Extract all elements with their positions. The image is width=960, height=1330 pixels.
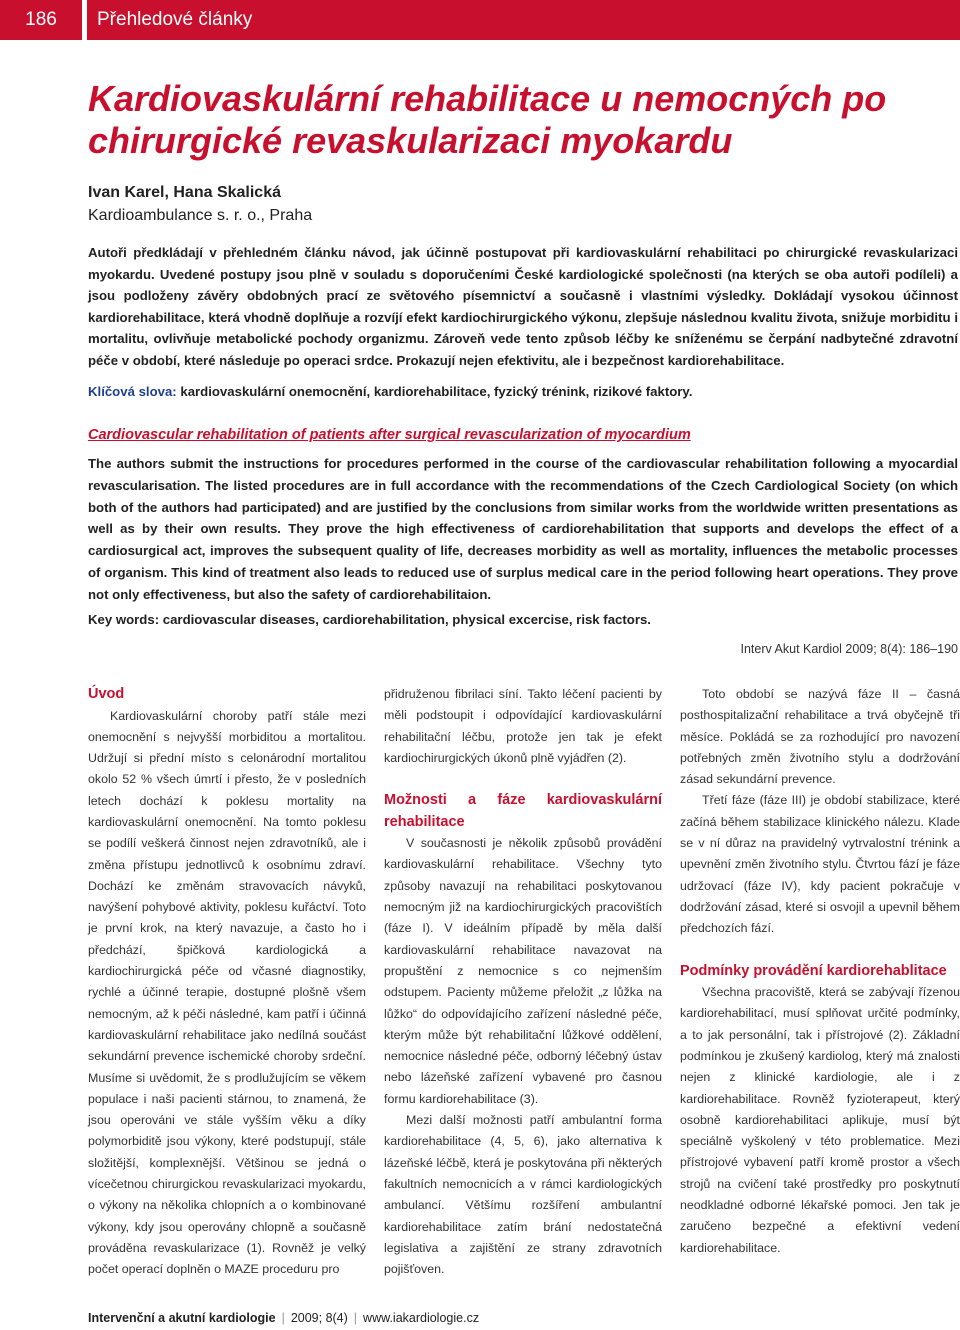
footer-issue: 2009; 8(4) xyxy=(290,1311,348,1325)
english-title: Cardiovascular rehabilitation of patients after surgical revascularization of myocardium xyxy=(88,427,691,443)
footer-separator: | xyxy=(281,1311,285,1325)
citation: Interv Akut Kardiol 2009; 8(4): 186–190 xyxy=(740,642,958,656)
affiliation: Kardioambulance s. r. o., Praha xyxy=(88,207,313,224)
section-heading-uvod: Úvod xyxy=(88,686,125,702)
paragraph: Všechna pracoviště, která se zabývají řízenou kardiorehabilitací, musí splňovat určité podmínky, a to jak personální, tak i přístrojové (2). Základní podmínkou je zkušený kardiolog, který má znalosti nejen z klinické kardiologie, ale i z kardiorehabilitace. Rovněž fyzioterapeut, který osobně kardiorehabilitaci aplikuje, musí být speciálně vyškolený v této problematice. Mezi přístrojové vybavení patří kromě prostor a všech strojů na cvičení také prostředky pro poskytnutí neodkladné odborné lékařské pomoci. Jen tak je zaručeno bezpečné a efektivní vedení kardiorehabilitace. xyxy=(680,985,960,1255)
paragraph: V současnosti je několik způsobů provádění kardiovaskulární rehabilitace. Všechny tyto způsoby navazují na rehabilitaci poskytovanou nemocným již na kardiochirurgických pracovištích (fáze I). V ideálním případě by měla další kardiovaskulární rehabilitace navazovat na propuštění z nemocnice s co nejmenším odstupem. Pacienty můžeme přeložit „z lůžka na lůžko“ do odpovídajícího zařízení následné péče, kterým může být rehabilitační lůžkové oddělení, nemocnice následné péče, odborný léčebný ústav nebo lázeňské zařízení vybavené pro časnou formu kardiorehabilitace (3). xyxy=(384,836,662,1106)
paragraph: Třetí fáze (fáze III) je období stabilizace, které začíná během stabilizace klinického nálezu. Klade se v ní důraz na pravidelný vytrvalostní trénink a upevnění změn životního stylu. Čtvrtou fází je fáze udržovací (fáze IV), kdy pacient pokračuje v dodržování zásad, které si osvojil a upevnil během předchozích fází. xyxy=(680,793,960,936)
section-label: Přehledové články xyxy=(87,0,960,40)
keywords-en-text: cardiovascular diseases, cardiorehabilitation, physical excercise, risk factors. xyxy=(162,612,651,627)
keywords-cz xyxy=(88,381,958,403)
abstract-en: The authors submit the instructions for procedures performed in the course of the cardiovascular rehabilitation following a myocardial revascularisation. The listed procedures are in full accordance with the recommendations of the Czech Cardiological Society (on which both of the authors had participated) and are justified by the conclusions from similar works from the worldwide written presentations as well as by their own results. They prove the high effectiveness of cardiorehabilitation that supports and develops the effect of a cardiosurgical act, improves the subsequent quality of life, decreases morbidity as well as mortality, influences the metabolic processes of organism. This kind of treatment also leads to reduced use of surplus medical care in the period following heart operations. They prove not only effectiveness, but also the safety of cardiorehabilitaion. xyxy=(88,456,958,602)
column-3 xyxy=(680,684,960,1259)
footer-separator: | xyxy=(353,1311,358,1325)
section-heading-podminky: Podmínky provádění kardiorehablitace xyxy=(680,962,947,979)
keywords-en xyxy=(88,609,958,631)
authors: Ivan Karel, Hana Skalická xyxy=(88,184,281,201)
keywords-label: Klíčová slova: xyxy=(88,384,177,399)
footer-website[interactable]: www.iakardiologie.cz xyxy=(363,1311,480,1325)
column-2 xyxy=(384,684,662,1280)
paragraph: Kardiovaskulární choroby patří stále mezi onemocnění s nejvyšší morbiditou a mortalitou. Udržují si přední místo s celonárodní mortalitou okolo 52 % všech úmrtí i přesto, že v posledních letech dochází k poklesu mortality na kardiovaskulární onemocnění. Na tomto poklesu se podílí veškerá činnost nejen zdravotníků, ale i změna přístupu jednotlivců k osobnímu zdraví. Dochází ke změnám stravovacích návyků, navýšení pohybové aktivity, poklesu kuřáctví. Toto je první krok, na který navazuje, a často ho i předchází, špičková kardiologická a kardiochirurgická péče od včasné diagnostiky, rychlé a účinné terapie, dostupné plošně všem nemocným, až k péči následné, kam patří i účinná kardiovaskulární rehabilitace jako nedílná součást sekundární prevence ischemické choroby srdeční. Musíme si uvědomit, že s prodlužujícím se věkem populace i naši pacienti stárnou, to znamená, že jsou operováni ve stále vyšším věku a díky polymorbiditě jsou výkony, které podstupují, stále složitější, komplexnější. Většinou se jedná o vícečetnou chirurgickou revaskularizaci myokardu, o výkony na několika chlopních a o kombinované výkony, kdy jsou operovány chlopně a současně prováděna revaskularizace (1). Rovněž je velký počet operací doplněn o MAZE proceduru pro xyxy=(88,708,366,1277)
abstract-cz: Autoři předkládají v přehledném článku návod, jak účinně postupovat při kardiovaskulární rehabilitaci po chirurgické revaskularizaci myokardu. Uvedené postupy jsou plně v souladu s doporučeními České kardiologické společnosti (na kterých se oba autoři podíleli) a jsou podloženy závěry obdobných prací ze světového písemnictví a současně i vlastními výsledky. Dokládají vysokou účinnost kardiorehabilitace, která vhodně doplňuje a rozvíjí efekt kardiochirurgického výkonu, zlepšuje následnou kvalitu života, snižuje morbiditu i mortalitu, ovlivňuje metabolické pochody organizmu. Zároveň vede tento způsob léčby ke sníženému se čerpání nadbytečné zdravotní péče v období, které následuje po operaci srdce. Prokazují nejen efektivitu, ale i bezpečnost kardiorehabilitace. xyxy=(88,245,958,368)
paragraph: Mezi další možnosti patří ambulantní forma kardiorehabilitace (4, 5, 6), jako alternativa k lázeňské léčbě, která je poskytována při některých fakultních nemocnicích a v rámci kardiologických ambulancí. Většímu rozšíření ambulantní kardiorehabilitace zatím brání nedostatečná legislativa a zajištění ze strany zdravotních pojišťoven. xyxy=(384,1113,662,1277)
section-heading-moznosti: Možnosti a fáze kardiovaskulární rehabilitace xyxy=(384,792,662,830)
page-number: 186 xyxy=(0,0,82,40)
article-title: Kardiovaskulární rehabilitace u nemocných po chirurgické revaskularizaci myokardu xyxy=(88,78,887,161)
page-footer xyxy=(88,1311,479,1325)
keywords-text: kardiovaskulární onemocnění, kardiorehabilitace, fyzický trénink, rizikové faktory. xyxy=(180,384,693,399)
footer-journal: Intervenční a akutní kardiologie xyxy=(88,1311,276,1325)
paragraph: přidruženou fibrilaci síní. Takto léčení pacienti by měli podstoupit i odpovídající kardiovaskulární rehabilitační léčbu, protože jen tak je efekt kardiochirurgických úkonů plně vyjádřen (2). xyxy=(384,687,662,765)
paragraph: Toto období se nazývá fáze II – časná posthospitalizační rehabilitace a trvá obyčejně tři měsíce. Pokládá se za rozhodující pro navození potřebných změn životního stylu a dodržování zásad sekundární prevence. xyxy=(680,687,960,787)
keywords-en-label: Key words: xyxy=(88,612,160,627)
column-1 xyxy=(88,684,366,1281)
